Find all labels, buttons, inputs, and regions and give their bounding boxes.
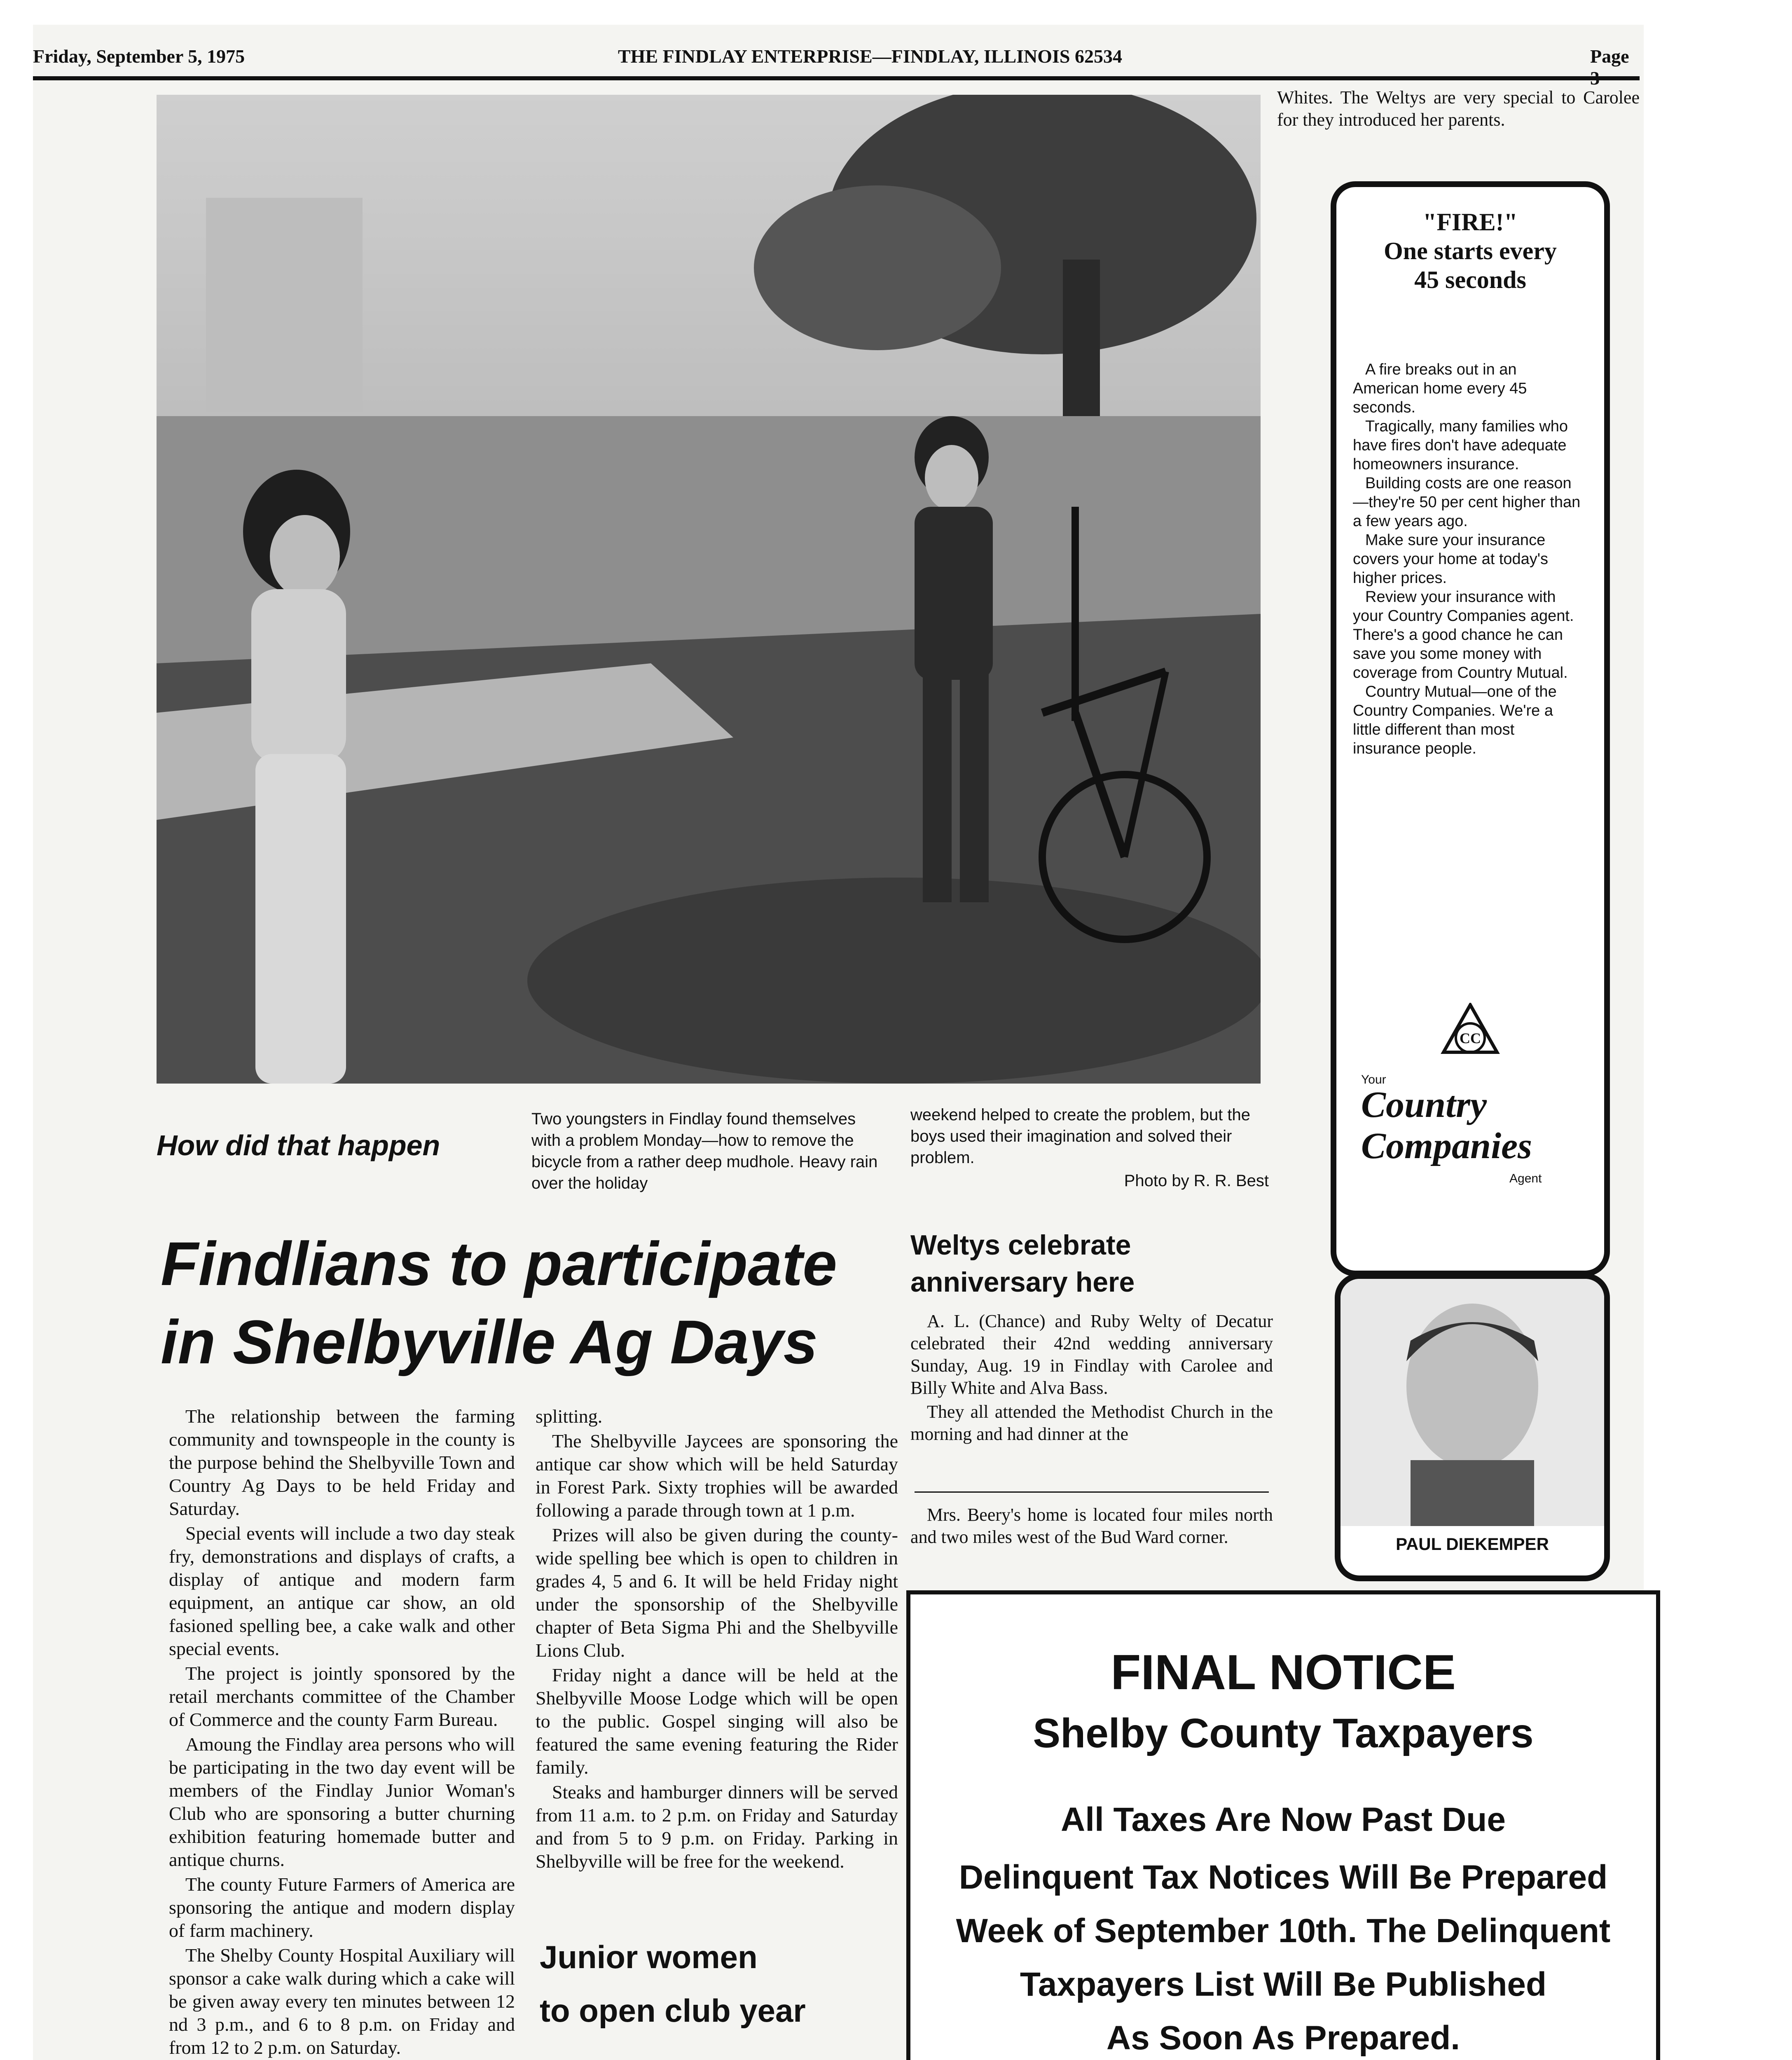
mudhole-photo (157, 95, 1261, 1084)
ad-agent-label: Agent (1509, 1172, 1542, 1185)
article-paragraph: The relationship between the farming community and townspeople in the county is the purpose behind the Shelbyville Town and Country Ag Days to be held Friday and Saturday. (169, 1406, 515, 1519)
masthead-date: Friday, September 5, 1975 (33, 46, 245, 67)
ad-paragraph: Tragically, many families who have fires don't have adequate homeowners insurance. (1353, 418, 1568, 473)
logo-icon (1439, 1003, 1501, 1065)
article-paragraph: Friday night a dance will be held at the Shelbyville Moose Lodge which will be open to the public. Gospel singing will also be featured the same evening featuring the Rider family. (536, 1664, 898, 1778)
beery-home-note (910, 1504, 1273, 1550)
masthead-rule (33, 76, 1640, 80)
article-paragraph: The Shelbyville Jaycees are sponsoring the antique car show which will be held Saturday in Forest Park. Sixty trophies will be awarded following a parade through town at 1 p.m. (536, 1430, 898, 1521)
photo-caption-col2: weekend helped to create the problem, but the boys used their imagination and solved their problem. (910, 1106, 1250, 1167)
article-paragraph: splitting. (536, 1406, 603, 1427)
notice-subtitle: Shelby County Taxpayers (1033, 1710, 1534, 1756)
notice-line: Delinquent Tax Notices Will Be Prepared (959, 1859, 1608, 1896)
main-article-col1 (169, 1405, 515, 2060)
fire-headline-3: 45 seconds (1414, 266, 1526, 293)
ad-your: Your (1361, 1073, 1386, 1086)
weltys-headline-1: Weltys celebrate (910, 1229, 1131, 1261)
ad-paragraph: Review your insurance with your Country Companies agent. There's a good chance he can save you some money with coverage from Country Mutual. (1353, 588, 1574, 681)
masthead (33, 33, 1640, 82)
fire-ad-body (1353, 360, 1584, 758)
article-paragraph: A. L. (Chance) and Ruby Welty of Decatur celebrated their 42nd wedding anniversary Sunday, Aug. 19 in Findlay with Carolee and Billy White and Alva Bass. (910, 1311, 1273, 1398)
ad-paragraph: A fire breaks out in an American home every 45 seconds. (1353, 361, 1527, 416)
photo-caption-col1: Two youngsters in Findlay found themselves with a problem Monday—how to remove the bicycle from a rather deep mudhole. Heavy rain over the holiday (531, 1110, 878, 1192)
photo-credit: Photo by R. R. Best (1124, 1172, 1269, 1190)
agent-name: PAUL DIEKEMPER (1396, 1534, 1549, 1554)
weltys-article (910, 1310, 1273, 1447)
article-paragraph: The Shelby County Hospital Auxiliary will sponsor a cake walk during which a cake will be given away every ten minutes between 12 nd 3 p.m., and 6 to 8 p.m. on Friday and from 12 to 2 p.m. on Saturday. (169, 1945, 515, 2058)
notice-line: Taxpayers List Will Be Published (1020, 1966, 1547, 2003)
article-paragraph: Special events will include a two day steak fry, demonstrations and displays of crafts, a display of antique and modern farm equipment, an antique car show, an old fasioned spelling bee, a cake walk and other special events. (169, 1523, 515, 1659)
agent-photo-box (1335, 1273, 1610, 1581)
article-paragraph: Mrs. Beery's home is located four miles north and two miles west of the Bud Ward corner. (910, 1505, 1273, 1547)
welty-continued-text: Whites. The Weltys are very special to Carolee for they introduced her parents. (1277, 87, 1640, 130)
fire-headline-2: One starts every (1384, 237, 1557, 265)
main-article-col2 (536, 1405, 898, 1875)
article-paragraph: The county Future Farmers of America are sponsoring the antique and modern display of farm machinery. (169, 1874, 515, 1941)
notice-line: All Taxes Are Now Past Due (1060, 1801, 1506, 1838)
fire-headline-1: "FIRE!" (1423, 208, 1518, 236)
notice-line: Week of September 10th. The Delinquent (956, 1912, 1611, 1950)
article-paragraph: Amoung the Findlay area persons who will be participating in the two day event will be members of the Findlay Junior Woman's Club who are sponsoring a butter churning exhibition featuring homemade butter and antique churns. (169, 1734, 515, 1870)
article-paragraph: They all attended the Methodist Church in the morning and had dinner at the (910, 1402, 1273, 1444)
country-companies-ad (1331, 181, 1610, 1276)
agent-portrait (1340, 1279, 1604, 1526)
ad-brand-1: Country (1361, 1084, 1487, 1125)
column-divider (915, 1491, 1269, 1493)
masthead-paper: THE FINDLAY ENTERPRISE—FINDLAY, ILLINOIS 62534 (618, 46, 1123, 67)
junior-women-headline-1: Junior women (540, 1939, 758, 1975)
ad-paragraph: Country Mutual—one of the Country Companies. We're a little different than most insurance people. (1353, 683, 1557, 757)
ad-paragraph: Make sure your insurance covers your home at today's higher prices. (1353, 531, 1549, 587)
main-headline-line1: Findlians to participate (161, 1229, 837, 1298)
notice-line: As Soon As Prepared. (1106, 2019, 1460, 2057)
ad-paragraph: Building costs are one reason—they're 50 per cent higher than a few years ago. (1353, 475, 1581, 530)
article-paragraph: Steaks and hamburger dinners will be served from 11 a.m. to 2 p.m. on Friday and Saturday and from 5 to 9 p.m. on Friday. Parking in Shelbyville will be free for the weekend. (536, 1781, 898, 1872)
notice-title: FINAL NOTICE (1111, 1645, 1456, 1700)
junior-women-headline-2: to open club year (540, 1992, 806, 2029)
photo-illustration (157, 95, 1261, 1084)
photo-caption-title: How did that happen (157, 1129, 440, 1161)
article-paragraph: The project is jointly sponsored by the retail merchants committee of the Chamber of Commerce and the county Farm Bureau. (169, 1663, 515, 1730)
country-companies-logo (1439, 1003, 1501, 1065)
main-headline-line2: in Shelbyville Ag Days (161, 1307, 818, 1376)
final-notice-box (906, 1590, 1660, 2060)
ad-brand-2: Companies (1361, 1126, 1532, 1166)
weltys-headline-2: anniversary here (910, 1266, 1135, 1298)
logo-letters: CC (1460, 1030, 1481, 1046)
masthead-page: Page (1590, 46, 1629, 67)
article-paragraph: Prizes will also be given during the county-wide spelling bee which is open to children in grades 4, 5 and 6. It will be held Friday night under the sponsorship of the Shelbyville chapter of Beta Sigma Phi and the Shelbyville Lions Club. (536, 1524, 898, 1661)
